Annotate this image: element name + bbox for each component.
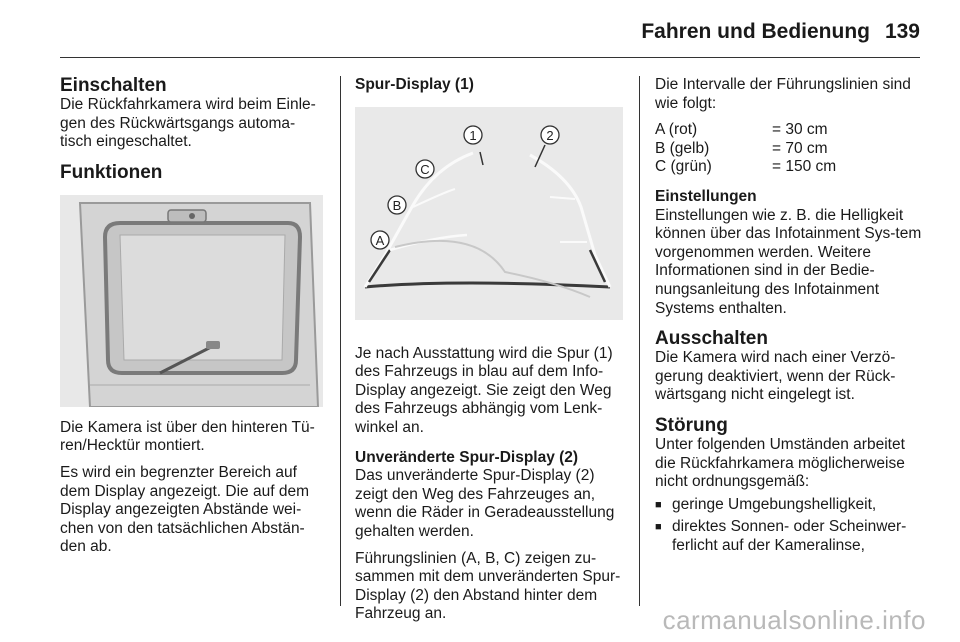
label-1-callout bbox=[464, 126, 482, 144]
heading-einschalten: Einschalten bbox=[60, 75, 167, 96]
label-b-callout bbox=[388, 196, 406, 214]
column-left bbox=[60, 76, 326, 557]
bullet-text: direktes Sonnen- oder Scheinwer-ferlicht auf der Kameralinse, bbox=[672, 518, 907, 554]
column-divider-1 bbox=[340, 76, 341, 606]
interval-value-c: = 150 cm bbox=[772, 158, 837, 176]
list-item bbox=[655, 518, 925, 555]
label-2-callout bbox=[541, 126, 559, 144]
watermark: carmanualsonline.info bbox=[662, 605, 926, 635]
guideline-diagram bbox=[355, 107, 623, 320]
label-c-callout bbox=[416, 160, 434, 178]
list-item bbox=[655, 496, 925, 515]
text-einschalten: Die Rückfahrkamera wird beim Einle-gen des Rückwärtsgangs automa-tisch eingeschaltet. bbox=[60, 96, 316, 151]
heading-unveraenderte-spur: Unveränderte Spur-Display (2) bbox=[355, 448, 579, 466]
column-divider-2 bbox=[639, 76, 640, 606]
label-a: A bbox=[375, 232, 385, 248]
camera-door-illustration bbox=[60, 195, 323, 407]
label-1: 1 bbox=[469, 127, 477, 143]
text-begrenzter-bereich: Es wird ein begrenzter Bereich auf dem Display angezeigt. Die auf dem Display angezeigten Abstände wei-chen von den tatsächlichen Abstän-den ab. bbox=[60, 463, 309, 556]
rear-door-drawing bbox=[60, 195, 323, 407]
text-einstellungen: Einstellungen wie z. B. die Helligkeit können über das Infotainment Sys-tem vorgenommen werden. Weitere Informationen sind in der Bedie-nungsanleitung des Infotainment Systems enthalten. bbox=[655, 206, 922, 317]
interval-label-b: B (gelb) bbox=[655, 139, 710, 157]
text-spur-display: Je nach Ausstattung wird die Spur (1) des Fahrzeugs in blau auf dem Info-Display angezeigt. Sie zeigt den Weg des Fahrzeugs abhängig vom Lenk-winkel an. bbox=[355, 344, 613, 436]
interval-table bbox=[655, 121, 925, 177]
interval-label-a: A (rot) bbox=[655, 121, 698, 139]
parking-guideline-drawing bbox=[355, 107, 623, 320]
label-c: C bbox=[420, 161, 430, 177]
text-ausschalten: Die Kamera wird nach einer Verzö-gerung deaktiviert, wenn der Rück-wärtsgang nicht eingelegt ist. bbox=[655, 349, 896, 404]
heading-ausschalten: Ausschalten bbox=[655, 328, 768, 350]
column-right bbox=[655, 76, 925, 555]
text-kamera-montiert: Die Kamera ist über den hinteren Tü-ren/Hecktür montiert. bbox=[60, 418, 315, 455]
text-fuehrungslinien: Führungslinien (A, B, C) zeigen zu-sammen mit dem unveränderten Spur-Display (2) den Abstand hinter dem Fahrzeug an. bbox=[355, 549, 621, 623]
heading-funktionen: Funktionen bbox=[60, 161, 163, 183]
header-divider bbox=[60, 57, 920, 58]
interval-value-a: = 30 cm bbox=[772, 121, 828, 139]
text-intervalle: Die Intervalle der Führungslinien sind wie folgt: bbox=[655, 76, 911, 112]
text-unveraenderte-spur: Das unveränderte Spur-Display (2) zeigt den Weg des Fahrzeuges an, wenn die Räder in Geradeausstellung gehalten werden. bbox=[355, 467, 615, 540]
label-2: 2 bbox=[546, 127, 554, 143]
heading-stoerung: Störung bbox=[655, 414, 728, 436]
interval-value-b: = 70 cm bbox=[772, 139, 828, 157]
header-title: Fahren und Bedienung bbox=[641, 20, 870, 43]
bullet-square-icon: ■ bbox=[655, 498, 662, 511]
text-stoerung: Unter folgenden Umständen arbeitet die Rückfahrkamera möglicherweise nicht ordnungsgemäß: bbox=[655, 435, 905, 491]
heading-spur-display: Spur-Display (1) bbox=[355, 76, 474, 93]
page-number: 139 bbox=[884, 20, 920, 43]
bullet-square-icon: ■ bbox=[655, 521, 662, 534]
label-b: B bbox=[392, 197, 402, 213]
interval-label-c: C (grün) bbox=[655, 158, 712, 176]
label-a-callout bbox=[371, 231, 389, 249]
bullet-text: geringe Umgebungshelligkeit, bbox=[672, 495, 877, 513]
column-middle bbox=[355, 76, 627, 624]
heading-einstellungen: Einstellungen bbox=[655, 187, 757, 205]
